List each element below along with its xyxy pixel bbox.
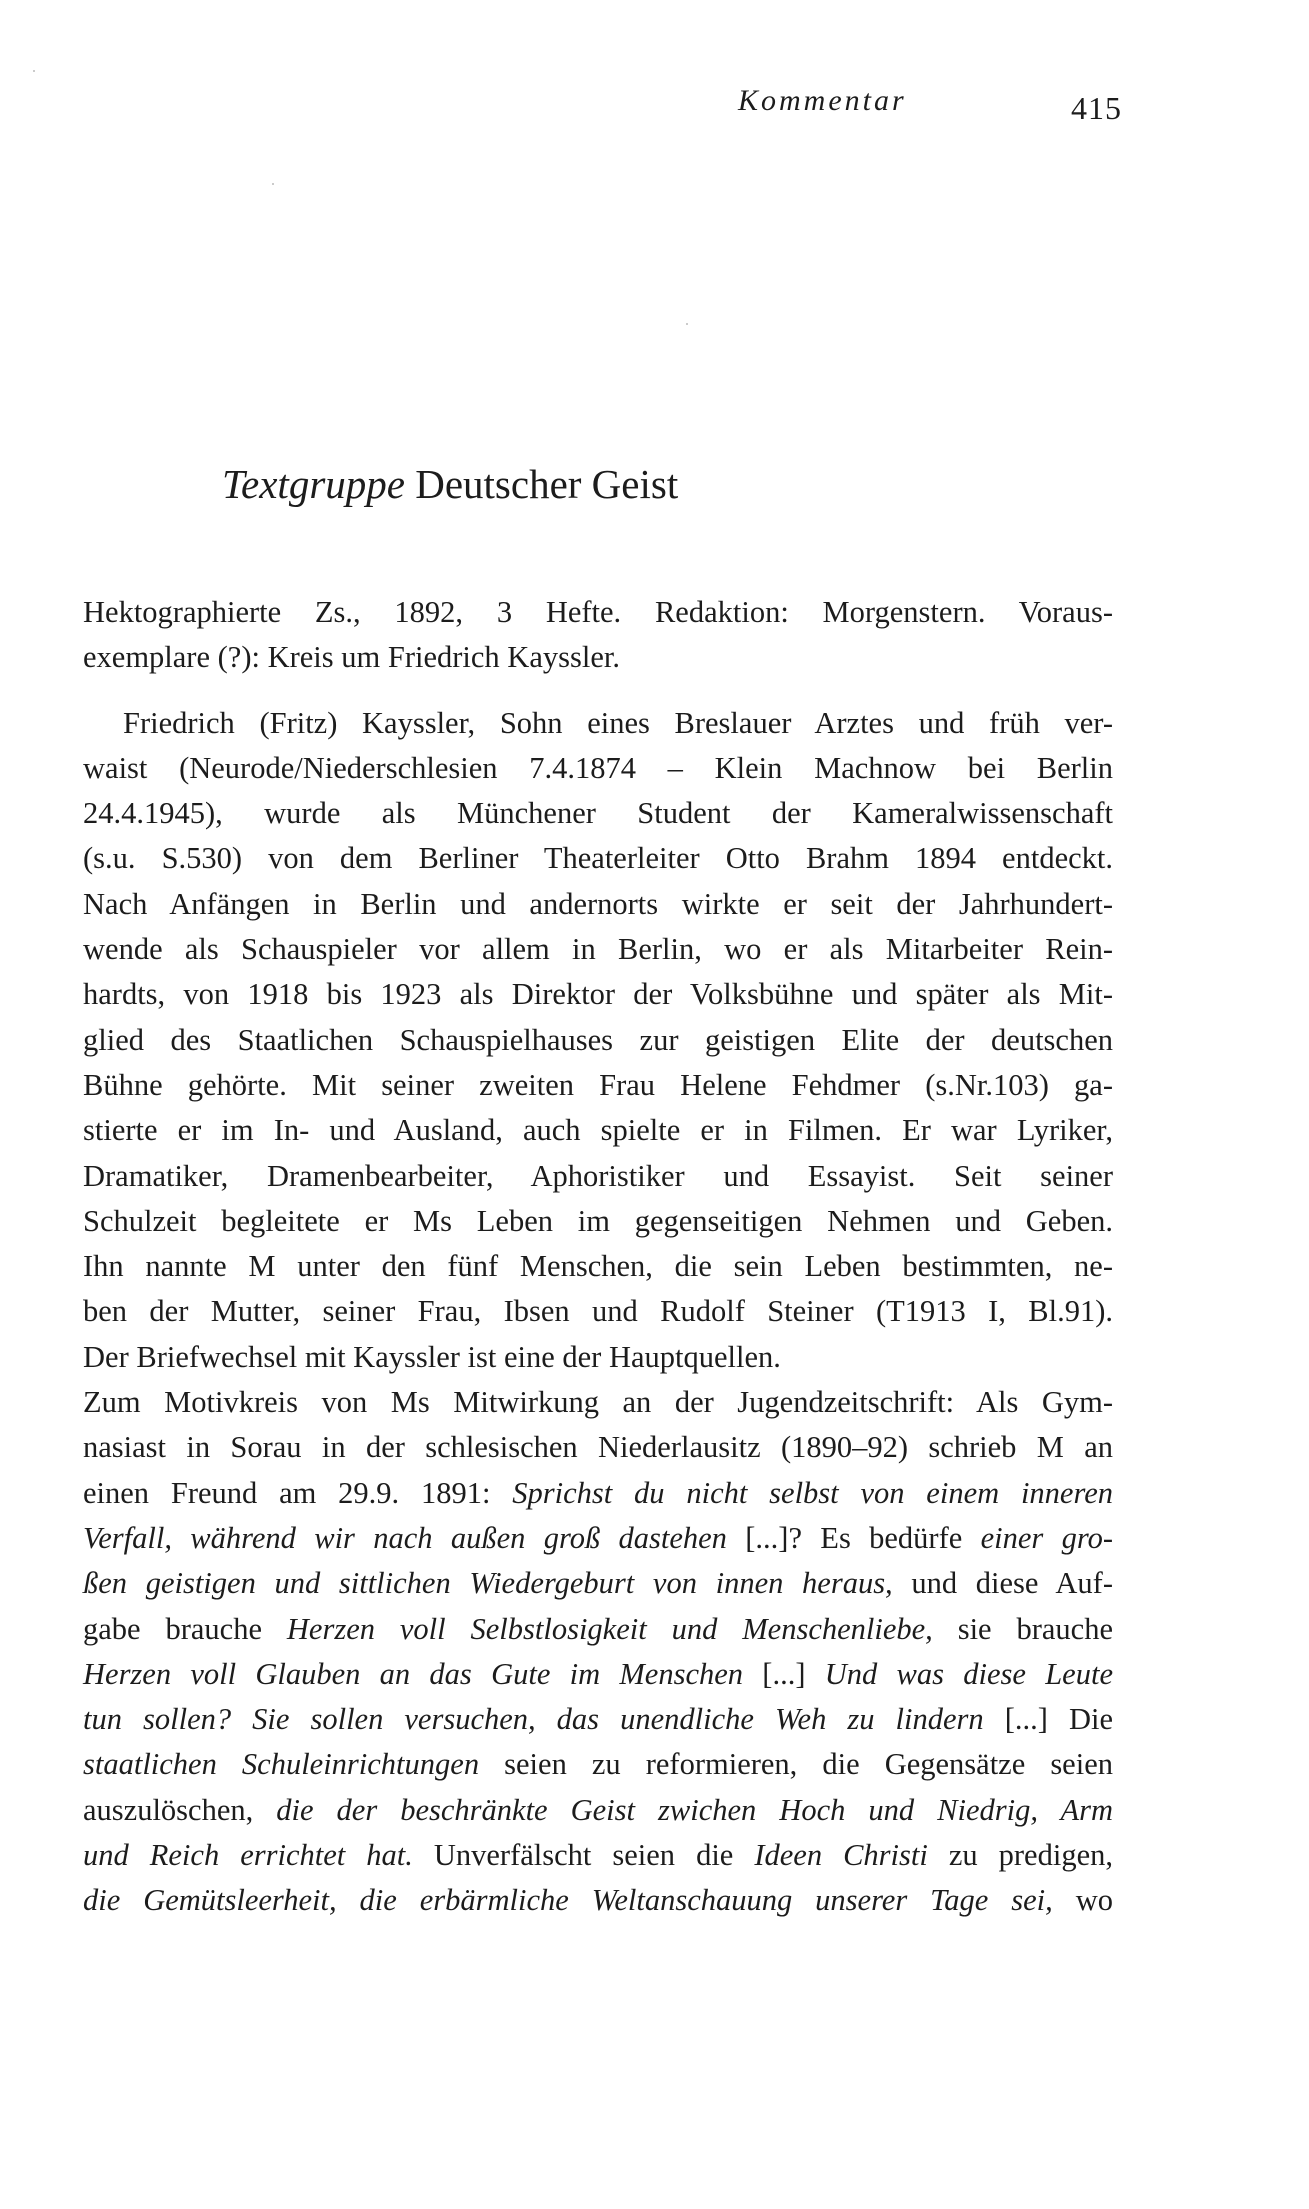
text-line [83,746,1113,791]
italic-quote: die der beschränkte Geist zwichen Hoch und Niedrig, Arm [276,1792,1113,1827]
text-run: (s.u. S.530) von dem Berliner Theaterleiter Otto Brahm 1894 entdeckt. [83,841,1113,876]
text-run: ben der Mutter, seiner Frau, Ibsen und Rudolf Steiner (T1913 I, Bl.91). [83,1294,1113,1329]
text-run: Dramatiker, Dramenbearbeiter, Aphoristiker und Essayist. Seit seiner [83,1158,1113,1193]
text-line [83,1199,1113,1244]
text-line [83,1607,1113,1652]
text-run: seien zu reformieren, die Gegensätze seien [479,1747,1113,1782]
italic-quote: und Reich errichtet hat. [83,1838,413,1873]
italic-quote: Sprichst du nicht selbst von einem inneren [512,1475,1113,1510]
text-run: Bühne gehörte. Mit seiner zweiten Frau Helene Fehdmer (s.Nr.103) ga- [83,1067,1113,1102]
text-line [83,791,1113,836]
section-title-italic: Textgruppe [222,461,405,507]
text-line [83,1516,1113,1561]
italic-quote: Und was diese Leute [824,1656,1113,1691]
paragraph-gap [83,681,1113,701]
text-run: waist (Neurode/Niederschlesien 7.4.1874 – Klein Machnow bei Berlin [83,750,1113,785]
text-run: hardts, von 1918 bis 1923 als Direktor der Volksbühne und später als Mit- [83,977,1113,1012]
text-line [83,1652,1113,1697]
text-run: Ihn nannte M unter den fünf Menschen, die sein Leben bestimmten, ne- [83,1249,1113,1284]
text-line [83,1018,1113,1063]
italic-quote: Herzen voll Glauben an das Gute im Menschen [83,1656,744,1691]
text-line [83,701,1113,746]
text-line [83,590,1113,635]
italic-quote: die Gemütsleerheit, die erbärmliche Weltanschauung unserer Tage sei, [83,1883,1053,1918]
text-line [83,1335,1113,1380]
text-run: Unverfälscht seien die [412,1838,755,1873]
text-run: Der Briefwechsel mit Kayssler ist eine der Hauptquellen. [83,1339,781,1374]
text-run: wo [1052,1883,1114,1918]
text-line [83,882,1113,927]
section-title-roman: Deutscher Geist [415,461,679,507]
text-line [83,927,1113,972]
text-line [83,1561,1113,1606]
text-run: Friedrich (Fritz) Kayssler, Sohn eines Breslauer Arztes und früh ver- [123,705,1113,740]
text-line [83,1471,1113,1516]
text-run: exemplare (?): Kreis um Friedrich Kayssler. [83,640,620,675]
text-run: sie brauche [932,1611,1113,1646]
text-line [83,1063,1113,1108]
text-line [83,1788,1113,1833]
text-line [83,1878,1113,1923]
text-run: gabe brauche [83,1611,287,1646]
text-run: Zum Motivkreis von Ms Mitwirkung an der Jugendzeitschrift: Als Gym- [83,1385,1113,1420]
text-line [83,1380,1113,1425]
scan-speck [686,323,688,325]
scan-speck [272,183,274,185]
text-run: [...] [743,1656,825,1691]
text-run: auszulöschen, [83,1792,277,1827]
scan-speck [33,70,35,72]
text-line [83,1108,1113,1153]
italic-quote: einer gro- [980,1520,1113,1555]
text-run: wende als Schauspieler vor allem in Berlin, wo er als Mitarbeiter Rein- [83,932,1113,967]
text-run: glied des Staatlichen Schauspielhauses zur geistigen Elite der deutschen [83,1022,1113,1057]
italic-quote: Ideen Christi [754,1838,928,1873]
italic-quote: tun sollen? Sie sollen versuchen, das unendliche Weh zu lindern [83,1702,984,1737]
text-line [83,1154,1113,1199]
text-run: nasiast in Sorau in der schlesischen Niederlausitz (1890–92) schrieb M an [83,1430,1113,1465]
text-run: zu predigen, [927,1838,1113,1873]
text-line [83,1289,1113,1334]
text-run: [...]? Es bedürfe [726,1520,981,1555]
commentary-body [83,590,1113,1924]
text-run: stierte er im In- und Ausland, auch spielte er in Filmen. Er war Lyriker, [83,1113,1113,1148]
text-run: Schulzeit begleitete er Ms Leben im gegenseitigen Nehmen und Geben. [83,1203,1113,1238]
text-run: 24.4.1945), wurde als Münchener Student der Kameralwissenschaft [83,796,1113,831]
running-head: Kommentar [738,84,907,117]
text-line [83,836,1113,881]
italic-quote: Verfall, während wir nach außen groß dastehen [83,1520,727,1555]
text-line [83,1697,1113,1742]
text-line [83,1833,1113,1878]
text-line [83,1742,1113,1787]
text-line [83,1244,1113,1289]
text-run: und diese Auf- [892,1566,1113,1601]
page-number: 415 [1071,90,1122,126]
text-line [83,972,1113,1017]
text-run: [...] Die [983,1702,1113,1737]
text-run: Hektographierte Zs., 1892, 3 Hefte. Redaktion: Morgenstern. Voraus- [83,595,1113,629]
italic-quote: Herzen voll Selbstlosigkeit und Menschenliebe, [286,1611,933,1646]
italic-quote: ßen geistigen und sittlichen Wiedergeburt von innen heraus, [83,1566,893,1601]
text-run: einen Freund am 29.9. 1891: [83,1475,513,1510]
section-title [222,460,678,508]
text-line [83,635,1113,680]
text-run: Nach Anfängen in Berlin und andernorts wirkte er seit der Jahrhundert- [83,886,1113,921]
italic-quote: staatlichen Schuleinrichtungen [83,1747,480,1782]
text-line [83,1425,1113,1470]
